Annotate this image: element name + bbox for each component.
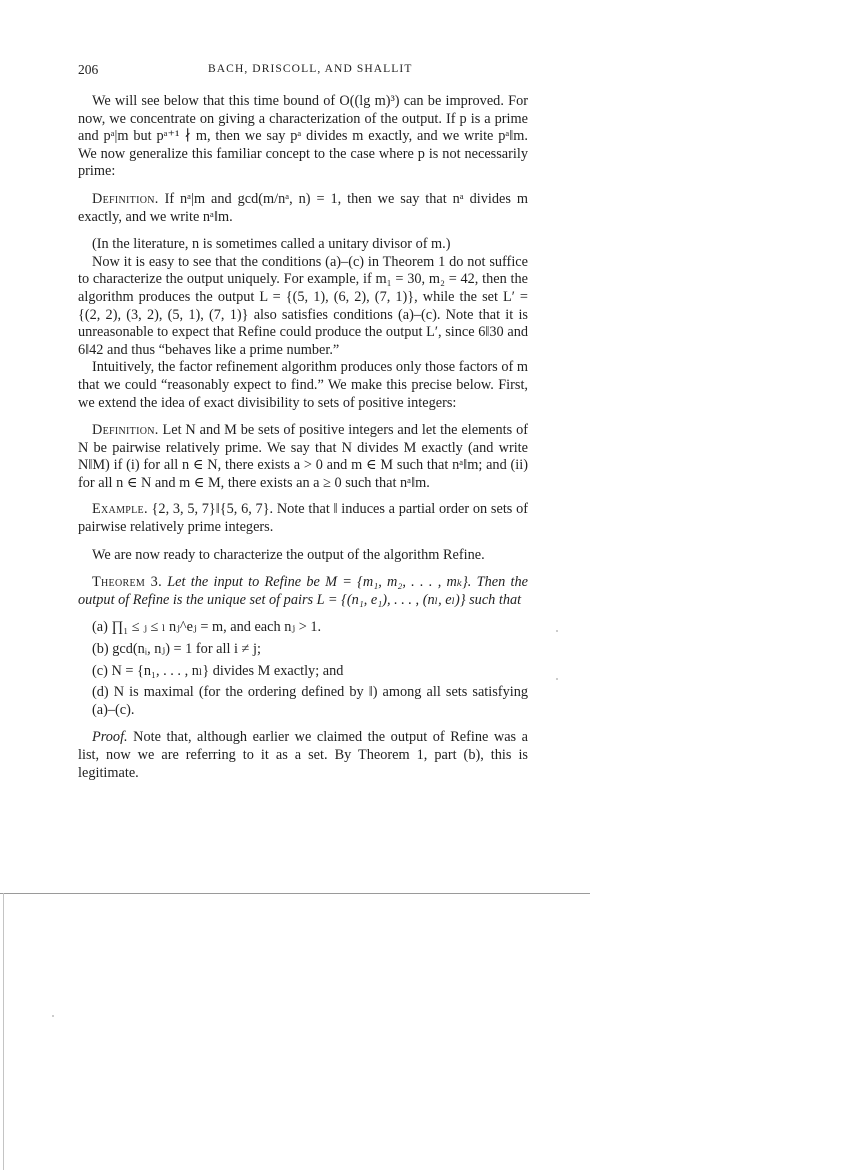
- proof-text: Note that, although earlier we claimed the output of Refine was a list, now we are referring to it as a set. By Theorem 1, part (b), this is legitimate.: [78, 729, 528, 781]
- paragraph-unitary-divisor: (In the literature, n is sometimes called a unitary divisor of m.): [92, 236, 451, 253]
- condition-b: (b) gcd(nᵢ, nⱼ) = 1 for all i ≠ j;: [92, 641, 261, 658]
- theorem-conditions: [78, 619, 528, 719]
- example-label: Example.: [92, 501, 148, 518]
- scan-left-edge: [3, 893, 4, 1170]
- definition-label: Definition.: [92, 422, 159, 439]
- theorem-label: Theorem 3.: [92, 574, 162, 591]
- theorem-text: Let the input to Refine be M = {m₁, m₂, . . . , mₖ}. Then the output of Refine is the unique set of pairs L = {(n₁, e₁), . . . , (nₗ, eₗ)} such that: [78, 574, 528, 608]
- definition-exact-division: [78, 191, 528, 226]
- proof-label: Proof.: [92, 729, 128, 746]
- scan-edge-line: [0, 893, 590, 894]
- page-body: [78, 93, 528, 782]
- paragraph-intuition: Intuitively, the factor refinement algorithm produces only those factors of m that we could “reasonably expect to find.” We make this precise below. First, we extend the idea of exact divisibility to sets of positive integers:: [78, 359, 528, 411]
- condition-d: (d) N is maximal (for the ordering defined by ‖) among all sets satisfying (a)–(c).: [92, 684, 528, 718]
- example: [78, 501, 528, 536]
- condition-c: (c) N = {n₁, . . . , nₗ} divides M exactly; and: [92, 662, 344, 679]
- example-text: {2, 3, 5, 7}‖{5, 6, 7}. Note that ‖ induces a partial order on sets of pairwise relatively prime integers.: [78, 501, 528, 536]
- scan-speck: [556, 678, 558, 680]
- definition-label: Definition.: [92, 190, 159, 207]
- page-number: 206: [78, 62, 99, 77]
- condition-a: (a) ∏₁ ≤ ⱼ ≤ ₗ nⱼ^eⱼ = m, and each nⱼ > 1.: [92, 619, 322, 636]
- definition-set-division: [78, 422, 528, 492]
- scan-speck: [556, 630, 558, 632]
- running-head: BACH, DRISCOLL, AND SHALLIT: [208, 63, 413, 75]
- proof: [78, 729, 528, 782]
- definition-text: If nᵃ|m and gcd(m/nᵃ, n) = 1, then we say that nᵃ divides m exactly, and we write nᵃ‖m.: [78, 190, 528, 225]
- definition-text: Let N and M be sets of positive integers and let the elements of N be pairwise relatively prime. We say that N divides M exactly (and write N‖M) if (i) for all n ∈ N, there exists a > 0 and m ∈ M such that nᵃ‖m; and (ii) for all n ∈ N and m ∈ M, there exists an a ≥ 0 such that nᵃ‖m.: [78, 422, 528, 491]
- paragraph-ready: We are now ready to characterize the output of the algorithm Refine.: [92, 546, 485, 563]
- paragraph-example-discussion: Now it is easy to see that the conditions (a)–(c) in Theorem 1 do not suffice to characterize the output uniquely. For example, if m₁ = 30, m₂ = 42, then the algorithm produces the output L = {(5, 1), (6, 2), (7, 1)}, while the set L′ = {(2, 2), (3, 2), (5, 1), (7, 1)} also satisfies conditions (a)–(c). Note that it is unreasonable to expect that Refine could produce the output L′, since 6‖30 and 6‖42 and thus “behaves like a prime number.”: [78, 253, 528, 358]
- theorem-3: [78, 574, 528, 609]
- scan-speck: [52, 1015, 54, 1017]
- page-header: [78, 62, 528, 82]
- paragraph-intro: We will see below that this time bound of O((lg m)³) can be improved. For now, we concentrate on giving a characterization of the output. If p is a prime and pᵃ|m but pᵃ⁺¹ ∤ m, then we say pᵃ divides m exactly, and we write pᵃ‖m. We now generalize this familiar concept to the case where p is not necessarily prime:: [78, 93, 528, 180]
